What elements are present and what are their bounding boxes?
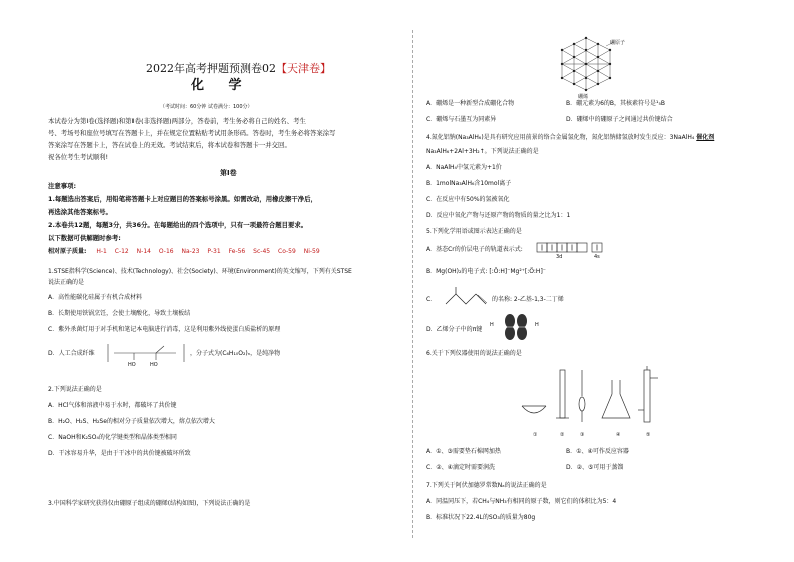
q6-option-b: B．①、④可作反应容器 [566,448,629,455]
atomic-p: P-31 [207,248,221,255]
q3-stem: 3.中国科学家研究获得仅由硼原子组成的硼烯(结构如图)，下列说法正确的是 [48,500,251,507]
q4-stem-text: 4.氮化铝钠(Na₃AlH₆)是具有研究应用前景的络合金属氢化物，氮化铝钠储氢放时发生反应：3NaAlH₄ [426,134,695,141]
pi-bond-figure [496,312,536,342]
q3-option-d: D．硼烯中的硼原子之间通过共价键结合 [566,116,673,123]
q3-option-a: A．硼烯是一种新型合成硼化合物 [426,100,515,107]
q5-stem: 5.下列化学用语或图示表达正确的是 [426,228,522,235]
q1-stem-cont: 说法正确的是 [48,279,85,286]
subject-title: 化 学 [191,78,252,93]
q1-option-a: A．高性能碳化硅属于有机合成材料 [48,294,143,301]
q2-option-a: A．HCl气体和溶液中易于水时，都破坏了共价键 [48,402,177,409]
notes-title: 注意事项: [48,182,77,190]
q7-option-b: B．标准状况下22.4L的SO₃的质量为80g [426,514,536,521]
apparatus-label-4: ④ [616,432,621,438]
q4-catalyst-label: 催化剂 [696,134,715,141]
q4-stem [426,134,714,141]
q5-option-c: C． [426,296,437,303]
q3-option-c: C．硼烯与石墨互为同素异 [426,116,497,123]
q4-option-d: D．反应中氧化产物与还原产物的物质的量之比为1：1 [426,212,571,219]
orbital-4s-label: 4s [594,254,600,260]
lab-apparatus-figure [520,366,666,432]
q2-option-c: C．NaOH和K₂SO₄的化学键类型和晶体类型相同 [48,434,177,441]
polymer-ho-1: HO [128,362,136,368]
borophene-lattice-figure [556,36,616,92]
q5-option-c-name: 的名称: 2-乙基-1,3-二丁烯 [492,296,564,303]
instructions-line-3: 答案涂写在答题卡上，答在试卷上的无效。考试结束后，将本试卷和答题卡一并交回。 [48,141,291,149]
note-2: 2.本卷共12题，每题3分，共36分。在每题给出的四个选项中，只有一项最符合题目要求。 [48,221,308,229]
q1-option-d-post: ，分子式为(C₆H₁₀O₂)ₙ，是纯净物 [190,350,281,357]
atomic-c: C-12 [114,248,129,255]
atomic-mass-values [96,248,325,255]
column-divider [412,30,413,538]
q1-option-b: B．长期使用铁锅烹饪，会使土壤酸化，导致土壤板结 [48,310,191,317]
atomic-fe: Fe-56 [228,248,246,255]
pi-bond-h-1: H [490,322,494,328]
q7-stem: 7.下列关于阿伏加德罗常数Nₐ的说法正确的是 [426,482,547,489]
q3-option-b: B．硼元素为6的B，其核素符号是¹₅B [566,100,665,107]
q5-option-b: B．Mg(OH)₂的电子式: [:Ö:H]⁻Mg²⁺[:Ö:H]⁻ [426,268,546,275]
atomic-na: Na-23 [181,248,200,255]
q2-stem: 2.下列说法正确的是 [48,386,102,393]
instructions-line-4: 祝各位考生考试顺利! [48,153,109,161]
orbital-3d-label: 3d [556,254,563,260]
atomic-o: O-16 [158,248,174,255]
instructions-line-2: 号、考场号和座位号填写在答题卡上，并在规定位置粘贴考试用条形码。答卷时，考生务必将答案涂写 [48,129,336,137]
note-3: 以下数据可供解题时参考: [48,234,121,242]
atomic-ni: Ni-59 [303,248,320,255]
section-heading: 第Ⅰ卷 [220,169,237,177]
q2-option-d: D．干冰容易升华，是由于干冰中的共价键被破坏所致 [48,450,191,457]
title-tag: 【天津卷】 [276,62,331,75]
q1-option-d-pre: D．人工合成纤维 [48,350,95,357]
q2-option-b: B．H₂O、H₂S、H₂Se的相对分子质量依次增大，熔点依次增大 [48,418,215,425]
lattice-label-top: 硼原子 [610,40,626,46]
atomic-co: Co-59 [278,248,296,255]
exam-info: （考试时间：60分钟 试卷满分：100分） [160,104,253,110]
q5-option-a: A．基态Cr的价层电子的轨道表示式: [426,246,523,253]
q7-option-a: A．同温同压下，若CH₄与NH₃有相同的原子数，则它们的体积比为5：4 [426,498,617,505]
q6-stem: 6.关于下列仪器使用的说法正确的是 [426,350,522,357]
exam-title [146,62,331,75]
instructions-line-1: 本试卷分为第Ⅰ卷(选择题)和第Ⅱ卷(非选择题)两部分，答卷前，考生务必将自己的姓名、考生 [48,117,306,125]
atomic-mass-row [48,248,326,255]
lattice-label-bottom: 硼烯 [578,94,589,100]
skeletal-formula-figure [444,286,490,306]
atomic-n: N-14 [136,248,151,255]
orbital-diagram [536,242,606,254]
note-1-cont: 再选涂其他答案标号。 [48,208,112,216]
q4-option-b: B．1molNa₃AlH₆含10mol离子 [426,180,512,187]
apparatus-label-2: ② [560,432,565,438]
q4-option-c: C．在反应中有50%的氢被氧化 [426,196,510,203]
apparatus-label-5: ⑤ [646,432,651,438]
q1-option-c: C．紫外杀菌灯用于对手机和笔记本电脑进行消毒，这是利用紫外线使蛋白质盐析的原理 [48,326,281,333]
atomic-h: H-1 [96,248,107,255]
apparatus-label-1: ① [533,432,538,438]
note-1: 1.每题选出答案后，用铅笔将答题卡上对应题目的答案标号涂黑。如需改动，用橡皮擦干净后， [48,195,317,203]
q6-option-a: A．①、③需要垫石棉网加热 [426,448,501,455]
q6-option-c: C．②、④滴定时需要润洗 [426,464,495,471]
title-main: 2022年高考押题预测卷02 [146,62,276,75]
q5-option-d: D．乙烯分子中的π键 [426,326,483,333]
q6-option-d: D．②、⑤可用于蒸馏 [566,464,624,471]
atomic-mass-label: 相对原子质量: [48,248,87,255]
apparatus-label-3: ③ [580,432,585,438]
q4-stem-cont: Na₃AlH₆+2Al+3H₂↑。下列说法正确的是 [426,148,539,155]
atomic-sc: Sc-45 [253,248,271,255]
q1-stem: 1.STSE指科学(Science)、技术(Technology)、社会(Society)、环境(Environment)的英文缩写，下列有关STSE [48,268,352,275]
polymer-structure-figure [104,340,188,372]
q4-option-a: A．NaAlH₄中氢元素为+1价 [426,164,502,171]
pi-bond-h-2: H [535,322,539,328]
polymer-ho-2: HO [150,362,158,368]
